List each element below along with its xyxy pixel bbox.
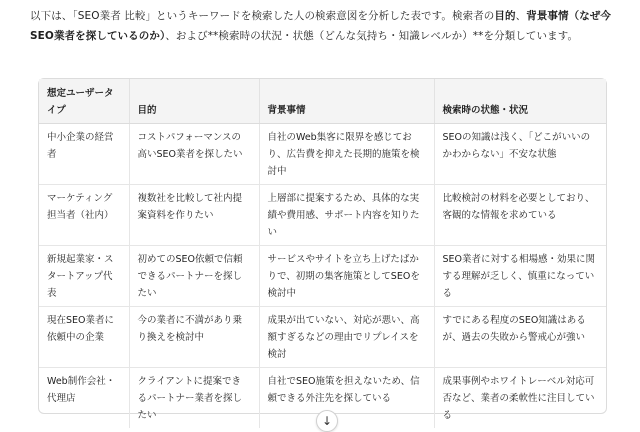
header-state: 検索時の状態・状況 (434, 79, 606, 124)
search-intent-table (38, 78, 607, 421)
table-row (39, 246, 606, 307)
intro-bold-purpose: 目的 (494, 10, 516, 22)
table (39, 79, 606, 428)
cell-user-type: 現在SEO業者に依頼中の企業 (39, 307, 129, 368)
header-user-type: 想定ユーザータイプ (39, 79, 129, 124)
table-body (39, 124, 606, 429)
cell-background: サービスやサイトを立ち上げたばかりで、初期の集客施策としてSEOを検討中 (259, 246, 434, 307)
cell-state: SEO業者に対する相場感・効果に関する理解が乏しく、慎重になっている (434, 246, 606, 307)
scroll-down-button[interactable] (316, 410, 338, 432)
table-row (39, 307, 606, 368)
intro-bold-background: 背景事情（なぜ今SEO業者を探しているのか） (30, 10, 612, 42)
cell-purpose: 今の業者に不満があり乗り換えを検討中 (129, 307, 259, 368)
intro-text-2: 、 (515, 10, 527, 22)
cell-purpose: 複数社を比較して社内提案資料を作りたい (129, 185, 259, 246)
cell-state: 成果事例やホワイトレーベル対応可否など、業者の柔軟性に注目している (442, 376, 595, 421)
intro-text-1: 以下は、「SEO業者 比較」というキーワードを検索した人の検索意図を分析した表です。検索者の (30, 10, 495, 22)
cell-user-type: 新規起業家・スタートアップ代表 (39, 246, 129, 307)
intro-paragraph (30, 6, 614, 46)
table-header (39, 79, 606, 124)
cell-user-type: 中小企業の経営者 (39, 124, 129, 185)
cell-user-type: Web制作会社・代理店 (39, 368, 129, 429)
cell-state: SEOの知識は浅く、「どこがいいのかわからない」不安な状態 (434, 124, 606, 185)
cell-background: 成果が出ていない、対応が悪い、高額すぎるなどの理由でリプレイスを検討 (259, 307, 434, 368)
table-row (39, 124, 606, 185)
cell-state: 比較検討の材料を必要としており、客観的な情報を求めている (434, 185, 606, 246)
cell-background: 自社のWeb集客に限界を感じており、広告費を抑えた長期的施策を検討中 (259, 124, 434, 185)
cell-background: 上層部に提案するため、具体的な実績や費用感、サポート内容を知りたい (259, 185, 434, 246)
header-background: 背景事情 (259, 79, 434, 124)
intro-text-3: 、および**検索時の状況・状態（どんな気持ち・知識レベルか）**を分類しています。 (165, 30, 579, 42)
cell-purpose: 初めてのSEO依頼で信頼できるパートナーを探したい (129, 246, 259, 307)
table-row (39, 185, 606, 246)
header-purpose: 目的 (129, 79, 259, 124)
cell-background: 自社でSEO施策を担えないため、信頼できる外注先を探している (259, 368, 434, 429)
cell-purpose: クライアントに提案できるパートナー業者を探したい (129, 368, 259, 429)
header-row (39, 79, 606, 124)
cell-purpose: コストパフォーマンスの高いSEO業者を探したい (129, 124, 259, 185)
cell-state: すでにある程度のSEO知識はあるが、過去の失敗から警戒心が強い (434, 307, 606, 368)
arrow-down-icon: ↓ (321, 414, 333, 428)
cell-user-type: マーケティング担当者（社内） (39, 185, 129, 246)
